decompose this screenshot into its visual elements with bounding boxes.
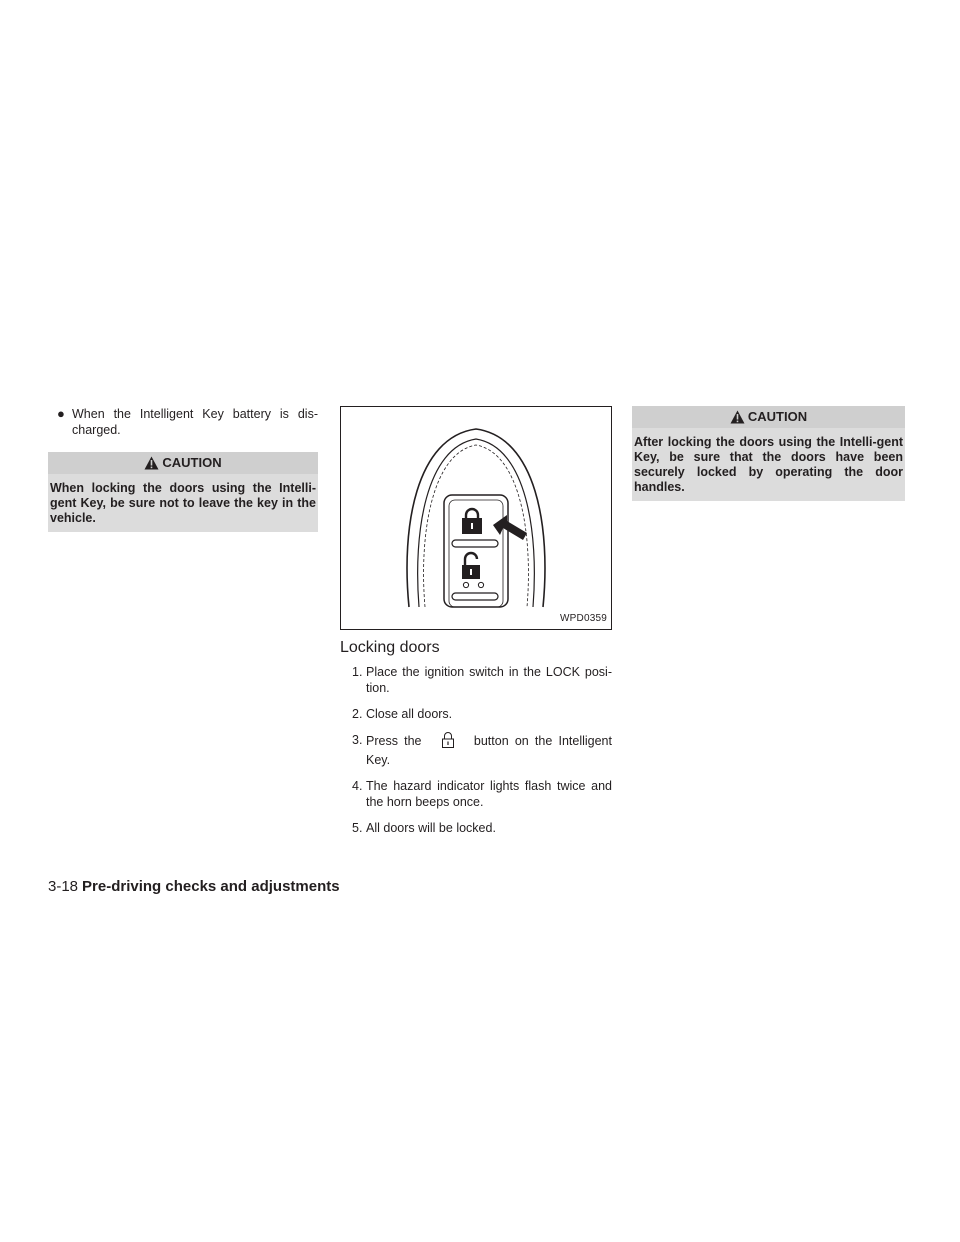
warning-icon xyxy=(730,410,745,424)
caution-heading-text: CAUTION xyxy=(162,455,222,470)
page-footer xyxy=(48,878,340,895)
step-number: 2. xyxy=(352,707,363,721)
step-number: 5. xyxy=(352,821,363,835)
figure-code: WPD0359 xyxy=(560,613,607,624)
caution-box xyxy=(632,406,905,501)
caution-text: After locking the doors using the Intelli-gent Key, be sure that the doors have been securely locked by operating the door handles. xyxy=(634,435,903,494)
step-number: 4. xyxy=(352,779,363,793)
list-item xyxy=(340,778,612,810)
lock-button-icon xyxy=(430,732,466,752)
list-item xyxy=(340,732,612,768)
caution-heading xyxy=(48,452,318,474)
step-text: Press the xyxy=(366,734,422,748)
step-text: The hazard indicator lights flash twice and the horn beeps once. xyxy=(366,779,612,809)
list-item xyxy=(340,706,612,722)
lock-closed-icon xyxy=(462,509,482,534)
middle-column xyxy=(340,406,612,846)
arrow-icon xyxy=(493,515,527,540)
list-item xyxy=(340,664,612,696)
bullet-item xyxy=(48,406,318,438)
bullet-dot-icon: ● xyxy=(57,406,65,421)
caution-text: When locking the doors using the Intelli-gent Key, be sure not to leave the key in the vehicle. xyxy=(50,481,316,525)
intelligent-key-illustration xyxy=(341,407,611,629)
step-text: All doors will be locked. xyxy=(366,821,496,835)
step-number: 1. xyxy=(352,665,363,679)
step-text: Close all doors. xyxy=(366,707,453,721)
steps-list xyxy=(340,664,612,836)
lock-open-icon xyxy=(462,553,480,579)
section-title: Locking doors xyxy=(340,639,440,656)
intelligent-key-figure xyxy=(340,406,612,630)
step-text: button on the Intelligent Key. xyxy=(366,734,612,767)
left-column xyxy=(48,406,318,532)
warning-icon xyxy=(144,456,159,470)
section-name: Pre-driving checks and adjustments xyxy=(82,878,340,895)
caution-heading-text: CAUTION xyxy=(747,409,808,424)
step-text: Place the ignition switch in the LOCK posi-tion. xyxy=(366,665,612,695)
list-item xyxy=(340,820,612,836)
caution-heading xyxy=(632,406,905,428)
caution-box xyxy=(48,452,318,532)
right-column xyxy=(632,406,905,501)
bullet-text: When the Intelligent Key battery is dis-charged. xyxy=(72,407,318,437)
step-number: 3. xyxy=(352,733,363,747)
page-number: 3-18 xyxy=(48,878,79,895)
